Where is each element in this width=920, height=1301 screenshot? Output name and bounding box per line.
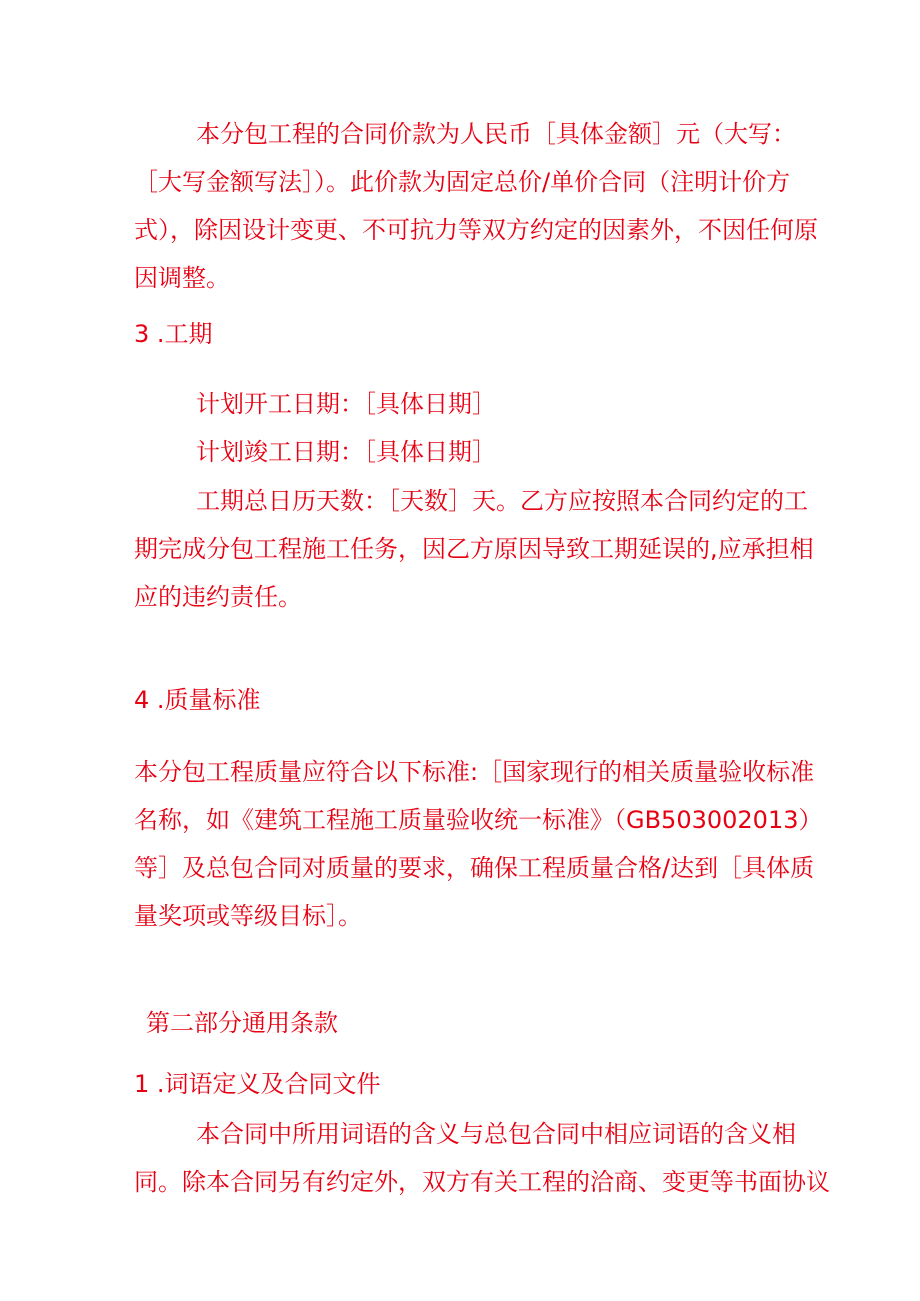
- paragraph-line: 同。除本合同另有约定外，双方有关工程的洽商、变更等书面协议: [134, 1168, 830, 1196]
- section-heading: 1 .词语定义及合同文件: [134, 1070, 381, 1098]
- paragraph-line: 量奖项或等级目标］。: [134, 902, 362, 930]
- paragraph-line: 本合同中所用词语的含义与总包合同中相应词语的含义相: [196, 1120, 796, 1148]
- paragraph-line: 工期总日历天数：［天数］天。乙方应按照本合同约定的工: [196, 487, 808, 515]
- paragraph-line: 计划开工日期：［具体日期］: [196, 390, 496, 418]
- paragraph-line: 因调整。: [134, 264, 230, 292]
- paragraph-line: 期完成分包工程施工任务，因乙方原因导致工期延误的,应承担相: [134, 535, 814, 563]
- section-heading: 4 .质量标准: [134, 686, 261, 714]
- paragraph-line: 本分包工程质量应符合以下标准:［国家现行的相关质量验收标准: [134, 758, 815, 786]
- part-heading: 第二部分通用条款: [146, 1009, 338, 1037]
- paragraph-line: 名称，如《建筑工程施工质量验收统一标准》（GB503002013）: [134, 806, 823, 834]
- paragraph-line: 等］及总包合同对质量的要求，确保工程质量合格/达到［具体质: [134, 854, 815, 882]
- section-heading: 3 .工期: [134, 320, 213, 348]
- paragraph-line: 本分包工程的合同价款为人民币［具体金额］元（大写：: [196, 120, 796, 148]
- paragraph-line: 计划竣工日期：［具体日期］: [196, 438, 496, 466]
- paragraph-line: 式），除因设计变更、不可抗力等双方约定的因素外，不因任何原: [134, 216, 818, 244]
- paragraph-line: ［大写金额写法］）。此价款为固定总价/单价合同（注明计价方: [134, 168, 791, 196]
- paragraph-line: 应的违约责任。: [134, 583, 302, 611]
